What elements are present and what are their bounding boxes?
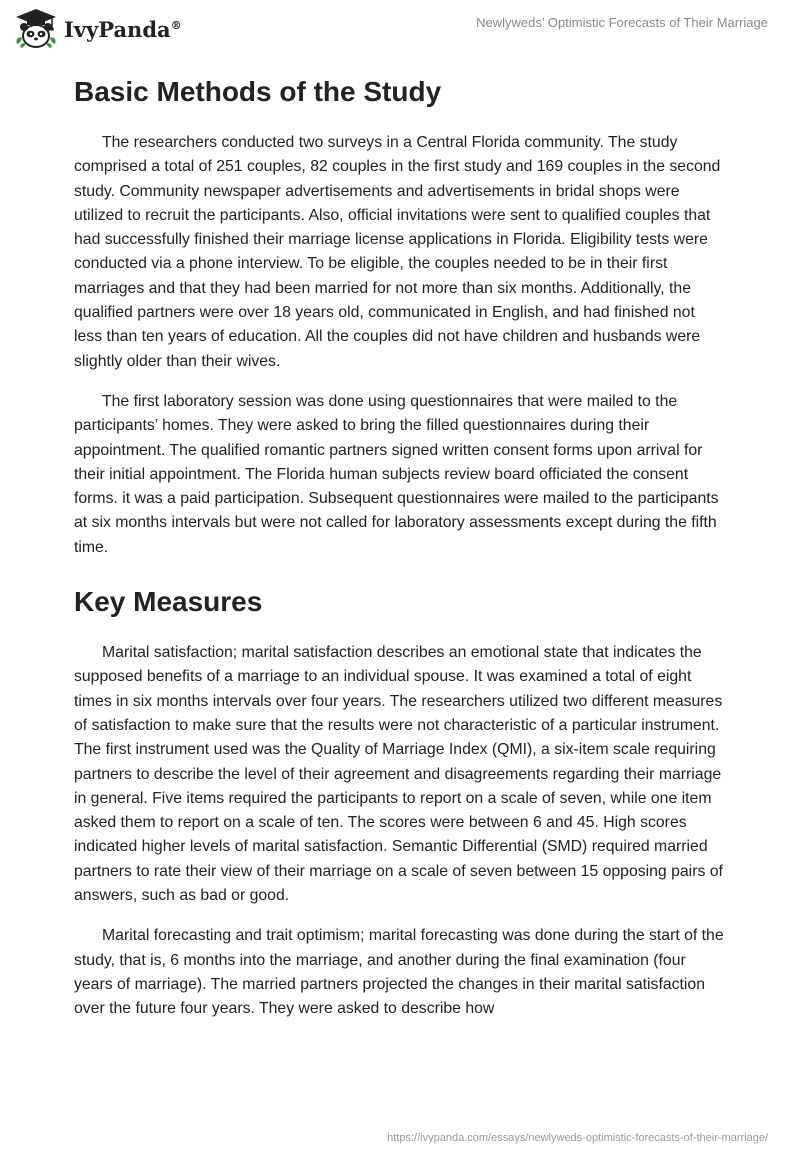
brand-name: IvyPanda® <box>64 16 182 42</box>
paragraph: Marital forecasting and trait optimism; marital forecasting was done during the start of the study, that is, 6 months into the marriage, and another during the final examination (four years of marriage). The married partners projected the changes in their marital satisfaction over the future four years. They were asked to describe how <box>74 927 724 1018</box>
document-title: Newlyweds’ Optimistic Forecasts of Their Marriage <box>476 15 768 30</box>
source-url[interactable]: https://ivypanda.com/essays/newlyweds-optimistic-forecasts-of-their-marriage/ <box>387 1132 768 1144</box>
section-heading-key-measures: Key Measures <box>74 586 263 618</box>
paragraph: Marital satisfaction; marital satisfaction describes an emotional state that indicates the supposed benefits of a marriage to an individual spouse. It was examined a total of eight times in six months intervals over four years. The researchers utilized two different measures of satisfaction to make sure that the results were not characteristic of a particular instrument. The first instrument used was the Quality of Marriage Index (QMI), a six-item scale requiring partners to describe the level of their agreement and disagreements regarding their marriage in general. Five items required the participants to report on a scale of seven, while one item asked them to report on a scale of ten. The scores were between 6 and 45. High scores indicated higher levels of marital satisfaction. Semantic Differential (SMD) required married partners to rate their view of their marriage on a scale of seven between 15 opposing pairs of answers, such as bad or good. <box>74 644 723 905</box>
page-header <box>0 0 800 60</box>
paragraph: The researchers conducted two surveys in a Central Florida community. The study comprised a total of 251 couples, 82 couples in the first study and 169 couples in the second study. Community newspaper advertisements and advertisements in bridal shops were utilized to recruit the participants. Also, official invitations were sent to qualified couples that had successfully finished their marriage license applications in Florida. Eligibility tests were conducted via a phone interview. To be eligible, the couples needed to be in their first marriages and that they had been married for not more than six months. Additionally, the qualified partners were over 18 years old, communicated in English, and had finished not less than ten years of education. All the couples did not have children and husbands were slightly older than their wives. <box>74 134 721 370</box>
brand-logo[interactable] <box>14 8 182 50</box>
panda-graduate-icon <box>14 8 58 50</box>
brand-registered-mark: ® <box>170 18 182 32</box>
article-body <box>74 72 724 1022</box>
section-heading-basic-methods: Basic Methods of the Study <box>74 76 442 107</box>
paragraph: The first laboratory session was done using questionnaires that were mailed to the participants’ homes. They were asked to bring the filled questionnaires during their appointment. The qualified romantic partners signed written consent forms upon arrival for their initial appointment. The Florida human subjects review board officiated the consent forms. it was a paid participation. Subsequent questionnaires were mailed to the participants at six months intervals but were not called for laboratory assessments except during the fifth time. <box>74 392 719 556</box>
